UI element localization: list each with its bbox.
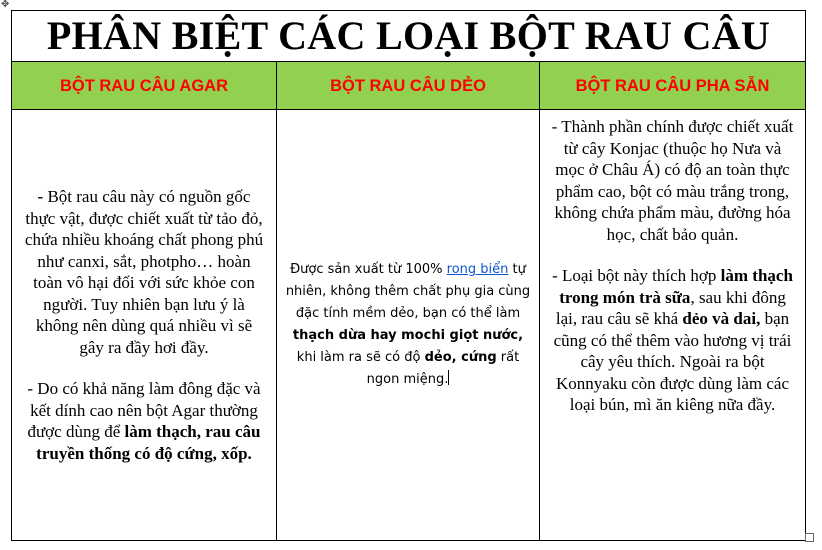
text-cursor-caret <box>448 370 449 385</box>
header-agar[interactable]: BỘT RAU CÂU AGAR <box>12 62 277 110</box>
content-row <box>12 110 806 541</box>
agar-bold-2: làm thạch, rau câu truyền thống có độ cứng, xốp. <box>36 422 261 463</box>
table-move-handle-icon[interactable]: ✥ <box>1 0 10 10</box>
header-pha-san[interactable]: BỘT RAU CÂU PHA SẴN <box>540 62 806 110</box>
rong-bien-link[interactable]: rong biển <box>446 262 509 277</box>
pha-san-text-2: , sau khi đông lại, rau câu sẽ khá <box>555 287 786 328</box>
cell-agar[interactable] <box>12 110 277 541</box>
comparison-table <box>11 10 806 541</box>
agar-paragraph-1 <box>22 186 266 358</box>
deo-text-3: khi làm ra sẽ có độ <box>296 350 425 365</box>
agar-text-1: Bột rau câu này có nguồn gốc thực vật, được chiết xuất từ tảo đỏ, chứa nhiều khoáng chất phong phú như canxi, sắt, photpho… hoàn toàn vô hại đối với sức khỏe con người. Tuy nhiên bạn lưu ý là không nên dùng quá nhiều vì sẽ gây ra đầy hơi đầy. <box>24 187 264 357</box>
paragraph-gap <box>22 358 266 378</box>
cell-pha-san[interactable] <box>540 110 806 541</box>
cell-deo[interactable] <box>277 110 540 541</box>
deo-bold-1: thạch dừa hay mochi giọt nước, <box>292 328 524 343</box>
deo-paragraph <box>284 259 532 391</box>
pha-san-text-1: - Loại bột này thích hợp <box>552 266 721 285</box>
agar-text-2: - Do có khả năng làm đông đặc và kết dính cao nên bột Agar thường được dùng để <box>27 379 261 441</box>
page-title[interactable]: PHÂN BIỆT CÁC LOẠI BỘT RAU CÂU <box>12 11 806 62</box>
header-row <box>12 62 806 110</box>
deo-bold-2: dẻo, cứng <box>424 350 497 365</box>
table-resize-handle-icon[interactable] <box>805 533 814 542</box>
deo-text-1: Được sản xuất từ 100% <box>290 262 447 277</box>
paragraph-gap <box>550 245 795 265</box>
agar-bullet: - <box>37 187 48 206</box>
deo-text-2: tự nhiên, không thêm chất phụ gia cùng đặc tính mềm dẻo, bạn có thể làm <box>285 262 531 321</box>
pha-san-text-3: bạn cũng có thể thêm vào hương vị trái cây yêu thích. Ngoài ra bột Konnyaku còn được dùng làm các loại bún, mì ăn kiêng nữa đầy. <box>553 309 792 414</box>
pha-san-bold-1: làm thạch trong món trà sữa <box>559 266 793 307</box>
pha-san-paragraph-1: - Thành phần chính được chiết xuất từ cây Konjac (thuộc họ Nưa và mọc ở Châu Á) có độ an toàn thực phẩm cao, bột có màu trắng trong, không chứa phẩm màu, đường hóa học, chất bảo quản. <box>551 117 794 244</box>
header-deo[interactable]: BỘT RAU CÂU DẺO <box>277 62 540 110</box>
agar-paragraph-2 <box>22 378 266 464</box>
pha-san-paragraph-2 <box>550 265 795 416</box>
pha-san-bold-2: dẻo và dai, <box>682 309 761 328</box>
title-row <box>12 11 806 62</box>
deo-text-4: rất ngon miệng. <box>366 350 520 387</box>
